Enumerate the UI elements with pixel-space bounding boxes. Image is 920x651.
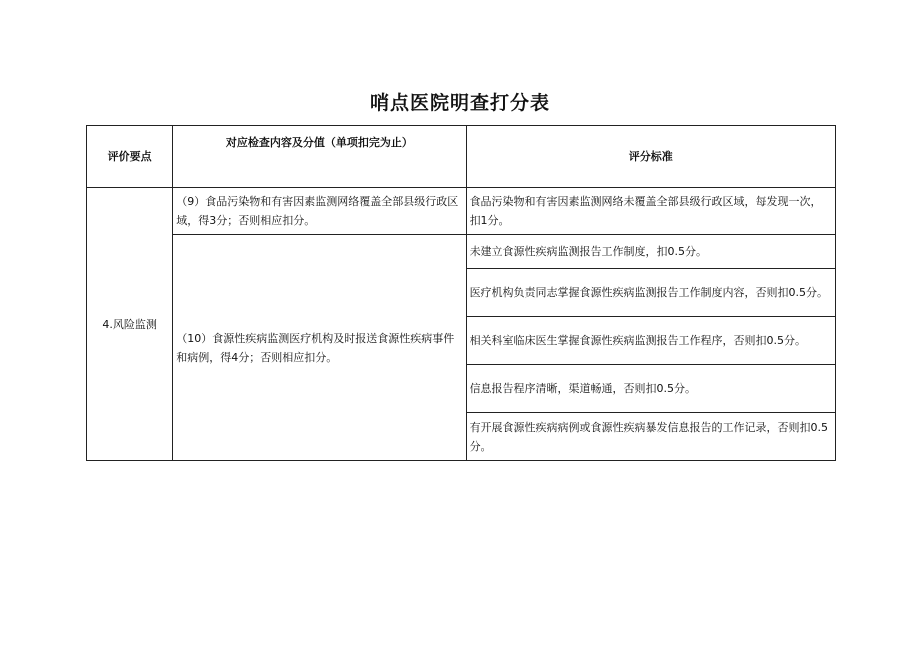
- content-cell: （10）食源性疾病监测医疗机构及时报送食源性疾病事件和病例，得4分；否则相应扣分。: [173, 235, 466, 461]
- page-title: 哨点医院明查打分表: [369, 92, 550, 114]
- table-row: [87, 188, 836, 235]
- score-table: [86, 125, 836, 461]
- header-category: 评价要点: [87, 126, 173, 188]
- standard-cell: 医疗机构负责同志掌握食源性疾病监测报告工作制度内容，否则扣0.5分。: [466, 269, 835, 317]
- standard-cell: 食品污染物和有害因素监测网络未覆盖全部县级行政区域，每发现一次，扣1分。: [466, 188, 835, 235]
- header-standard: 评分标准: [466, 126, 835, 188]
- table-header-row: [87, 126, 836, 188]
- standard-cell: 信息报告程序清晰，渠道畅通，否则扣0.5分。: [466, 365, 835, 413]
- header-content: 对应检查内容及分值（单项扣完为止）: [173, 126, 466, 188]
- standard-cell: 有开展食源性疾病病例或食源性疾病暴发信息报告的工作记录，否则扣0.5分。: [466, 413, 835, 461]
- standard-cell: 未建立食源性疾病监测报告工作制度，扣0.5分。: [466, 235, 835, 269]
- table-row: [87, 235, 836, 269]
- category-cell: 4.风险监测: [87, 188, 173, 461]
- content-cell: （9）食品污染物和有害因素监测网络覆盖全部县级行政区域，得3分；否则相应扣分。: [173, 188, 466, 235]
- standard-cell: 相关科室临床医生掌握食源性疾病监测报告工作程序，否则扣0.5分。: [466, 317, 835, 365]
